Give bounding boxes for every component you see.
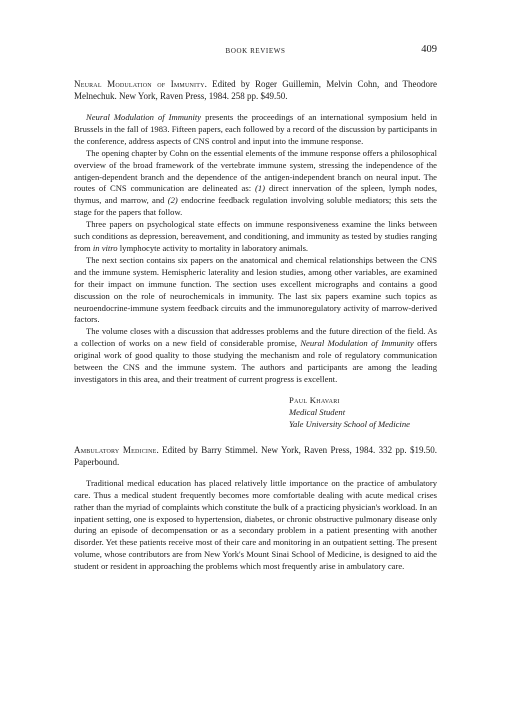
book-title-italic: Neural Modulation of Immunity [300,338,414,349]
list-marker: (1) [255,183,266,194]
running-head [74,44,437,58]
italic-term: in vitro [92,242,118,253]
review-2-book-title: Ambulatory Medicine [74,444,157,455]
paragraph-text: The opening chapter by Cohn on the essential elements of the immune response offers a philosophical overview of the broad framework of the vertebrate immune system, stressing the independence of the antigen-dependent branch and the dependence of the antigen-independent branch on neural input. The routes of CNS communication are delineated as: [74,147,437,194]
review-2-heading [74,444,437,468]
list-marker: (2) [167,195,178,206]
reviewer-affiliation: Yale University School of Medicine [289,418,410,429]
paragraph [74,112,437,148]
paragraph [74,148,437,219]
paragraph-text: The volume closes with a discussion that addresses problems and the future direction of the field. As a collection of works on a new field of considerable promise, [74,326,437,349]
paragraph [74,219,437,255]
review-1-body [74,112,437,386]
paragraph-text: presents the proceedings of an international symposium held in Brussels in the fall of 1983. Fifteen papers, each followed by a record of the discussion by participants in the conference, address aspects of CNS control and input into the immune response. [74,112,437,146]
paragraph-text: Three papers on psychological state effects on immune responsiveness examine the links between such conditions as depression, bereavement, and conditioning, and immunity as tested by studies ranging from [74,219,437,253]
paragraph-text: offers original work of good quality to those studying the mechanism and role of regulatory communication between the CNS and the immune system. The authors and participants are among the leading investigators in this area, and their treatment of current progress is excellent. [74,338,438,384]
journal-page [74,44,437,573]
paragraph: Traditional medical education has placed relatively little importance on the practice of ambulatory care. Thus a medical student frequently becomes more comfortable dealing with acute medical crises rather than the myriad of complaints which constitute the bulk of a practicing physician's workload. In an inpatient setting, one is exposed to hypertension, diabetes, or chronic obstructive pulmonary disease only during an episode of decompensation or as a secondary problem in a patient presenting with another disorder. Yet these patients receive most of their care and monitoring in an outpatient setting. The present volume, whose contributors are from New York's Mount Sinai School of Medicine, is designed to aid the student or resident in approaching the problems which most frequently arise in ambulatory care. [74,477,437,572]
review-1-book-title: Neural Modulation of Immunity [74,79,205,89]
review-1-heading [74,78,437,102]
page-number: 409 [421,44,437,55]
reviewer-name: Paul Khavari [289,394,340,405]
paragraph-text: direct innervation of the spleen, lymph nodes, thymus, and marrow, and [74,183,437,206]
review-1-citation: . Edited by Roger Guillemin, Melvin Cohn, and Theodore Melnechuk. New York, Raven Press, 1984. 258 pp. $49.50. [74,79,437,101]
review-2-body [74,478,437,573]
reviewer-role: Medical Student [289,406,346,417]
review-2-citation: . Edited by Barry Stimmel. New York, Raven Press, 1984. 332 pp. $19.50. Paperbound. [74,444,437,467]
paragraph: The next section contains six papers on the anatomical and chemical relationships between the CNS and the immune system. Hemispheric laterality and lesion studies, among other variables, are examined for their impact on immune function. The section uses excellent micrographs and contains a good discussion on the role of neurochemicals in immunity. The last six papers examine such topics as neuroendocrine-immune system feedback circuits and the immunoregulatory activity of marrow-derived factors. [74,254,437,325]
book-title-italic: Neural Modulation of Immunity [86,112,202,122]
review-1-signature [289,394,437,430]
paragraph-text: lymphocyte activity to mortality in laboratory animals. [117,242,309,253]
running-head-title: BOOK REVIEWS [225,47,286,55]
paragraph [74,326,437,386]
paragraph-text: endocrine feedback regulation involving soluble mediators; this sets the stage for the papers that follow. [74,195,438,218]
